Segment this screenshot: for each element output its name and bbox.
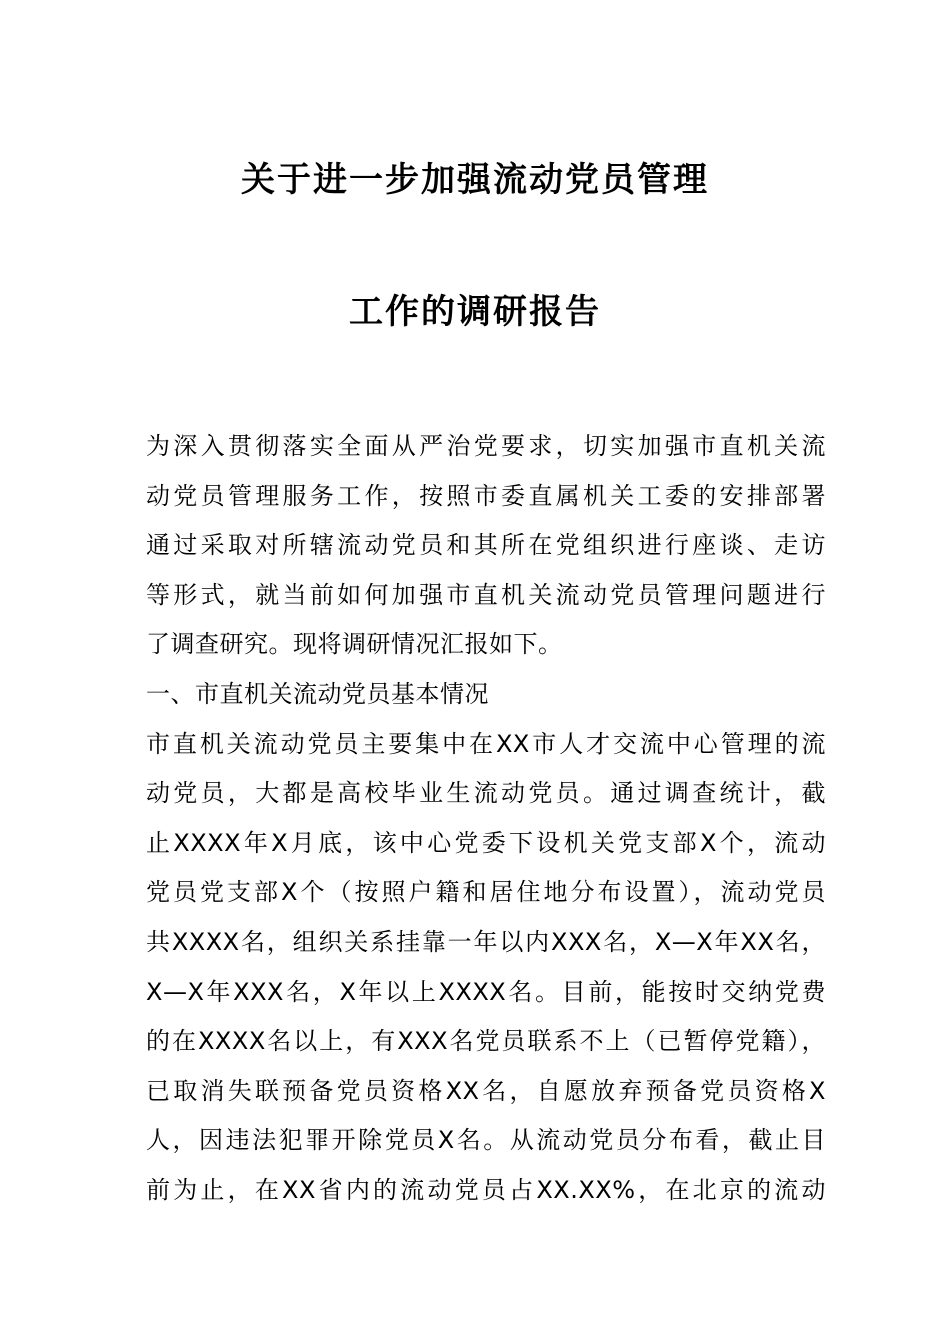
paragraph-line: 的在XXXX名以上，有XXX名党员联系不上（已暂停党籍），: [146, 1027, 826, 1056]
document-title-line-2: 工作的调研报告: [349, 292, 601, 332]
paragraph-line: 为深入贯彻落实全面从严治党要求，切实加强市直机关流: [146, 432, 826, 460]
paragraph-line: X—X年XXX名，X年以上XXXX名。目前，能按时交纳党费: [146, 977, 826, 1006]
paragraph-line: 动党员管理服务工作，按照市委直属机关工委的安排部署: [146, 481, 826, 510]
section-heading: 一、市直机关流动党员基本情况: [146, 679, 489, 708]
paragraph-line: 动党员，大都是高校毕业生流动党员。通过调查统计，截: [146, 779, 826, 808]
document-body: [146, 422, 826, 1216]
paragraph-line: 等形式，就当前如何加强市直机关流动党员管理问题进行: [146, 580, 826, 609]
paragraph-line: 市直机关流动党员主要集中在XX市人才交流中心管理的流: [146, 729, 826, 758]
paragraph-line: 通过采取对所辖流动党员和其所在党组织进行座谈、走访: [146, 531, 826, 560]
document-title-line-1: 关于进一步加强流动党员管理: [241, 160, 709, 200]
paragraph-line: 共XXXX名，组织关系挂靠一年以内XXX名，X—X年XX名，: [146, 927, 826, 956]
paragraph-line: 人，因违法犯罪开除党员X名。从流动党员分布看，截止目: [146, 1126, 826, 1155]
paragraph-line: 了调查研究。现将调研情况汇报如下。: [146, 630, 563, 659]
paragraph-line: 党员党支部X个（按照户籍和居住地分布设置），流动党员: [146, 878, 826, 907]
paragraph-line: 已取消失联预备党员资格XX名，自愿放弃预备党员资格X: [146, 1076, 826, 1105]
paragraph-line: 止XXXX年X月底，该中心党委下设机关党支部X个，流动: [146, 828, 826, 857]
paragraph-line: 前为止，在XX省内的流动党员占XX.XX%，在北京的流动: [146, 1175, 826, 1204]
